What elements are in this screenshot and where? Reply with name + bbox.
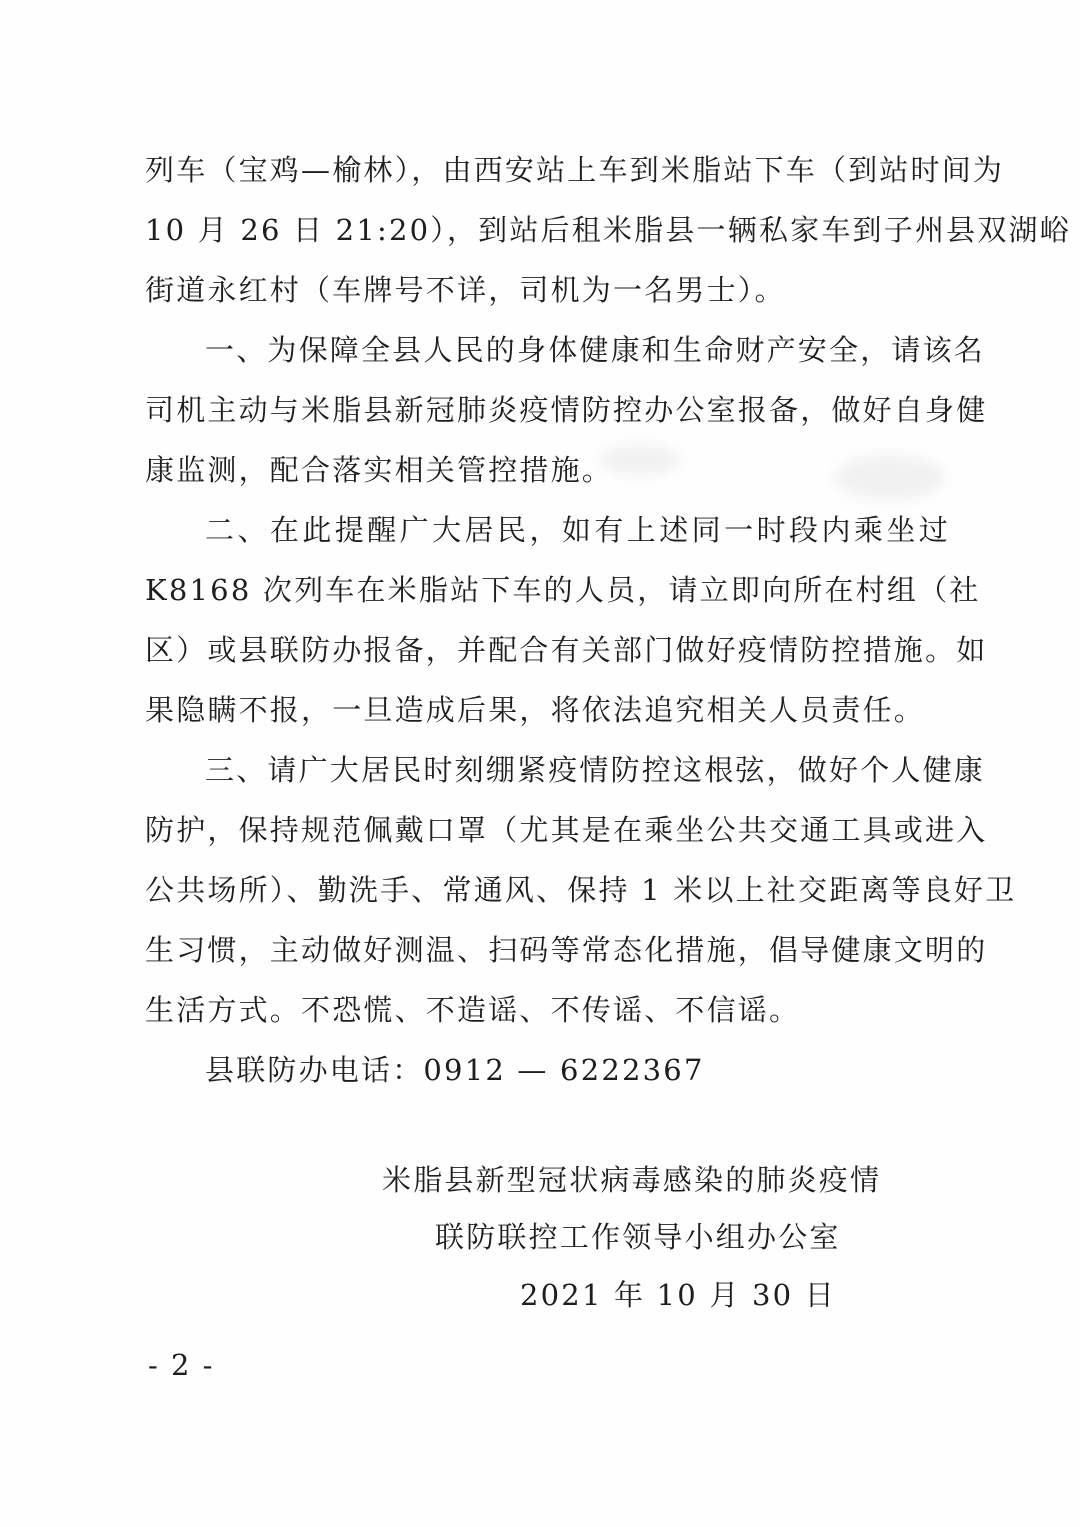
item-1-first-line: 一、为保障全县人民的身体健康和生命财产安全，请该名 bbox=[205, 333, 986, 367]
body-line: K8168 次列车在米脂站下车的人员，请立即向所在村组（社 bbox=[145, 573, 981, 607]
page-number: - 2 - bbox=[148, 1348, 215, 1382]
body-line: 生活方式。不恐慌、不造谣、不传谣、不信谣。 bbox=[145, 993, 801, 1027]
body-line: 10 月 26 日 21:20），到站后租米脂县一辆私家车到子州县双湖峪 bbox=[145, 213, 1071, 247]
body-line: 列车（宝鸡—榆林），由西安站上车到米脂站下车（到站时间为 bbox=[145, 153, 1005, 187]
issue-date: 2021 年 10 月 30 日 bbox=[520, 1278, 836, 1312]
issuer-name-line-1: 米脂县新型冠状病毒感染的肺炎疫情 bbox=[382, 1163, 882, 1197]
item-2-first-line: 二、在此提醒广大居民，如有上述同一时段内乘坐过 bbox=[205, 513, 950, 547]
body-line: 果隐瞒不报，一旦造成后果，将依法追究相关人员责任。 bbox=[145, 693, 926, 727]
body-line: 区）或县联防办报备，并配合有关部门做好疫情防控措施。如 bbox=[145, 633, 988, 667]
issuer-name-line-2: 联防联控工作领导小组办公室 bbox=[435, 1220, 841, 1254]
hotline-text: 县联防办电话：0912 — 6222367 bbox=[205, 1053, 705, 1087]
item-3-first-line: 三、请广大居民时刻绷紧疫情防控这根弦，做好个人健康 bbox=[205, 753, 986, 787]
body-line: 生习惯，主动做好测温、扫码等常态化措施，倡导健康文明的 bbox=[145, 933, 988, 967]
body-line: 公共场所）、勤洗手、常通风、保持 1 米以上社交距离等良好卫 bbox=[145, 873, 1017, 907]
body-line: 康监测，配合落实相关管控措施。 bbox=[145, 453, 614, 487]
body-line: 防护，保持规范佩戴口罩（尤其是在乘坐公共交通工具或进入 bbox=[145, 813, 988, 847]
body-line: 司机主动与米脂县新冠肺炎疫情防控办公室报备，做好自身健 bbox=[145, 393, 988, 427]
body-line: 街道永红村（车牌号不详，司机为一名男士）。 bbox=[145, 273, 786, 307]
